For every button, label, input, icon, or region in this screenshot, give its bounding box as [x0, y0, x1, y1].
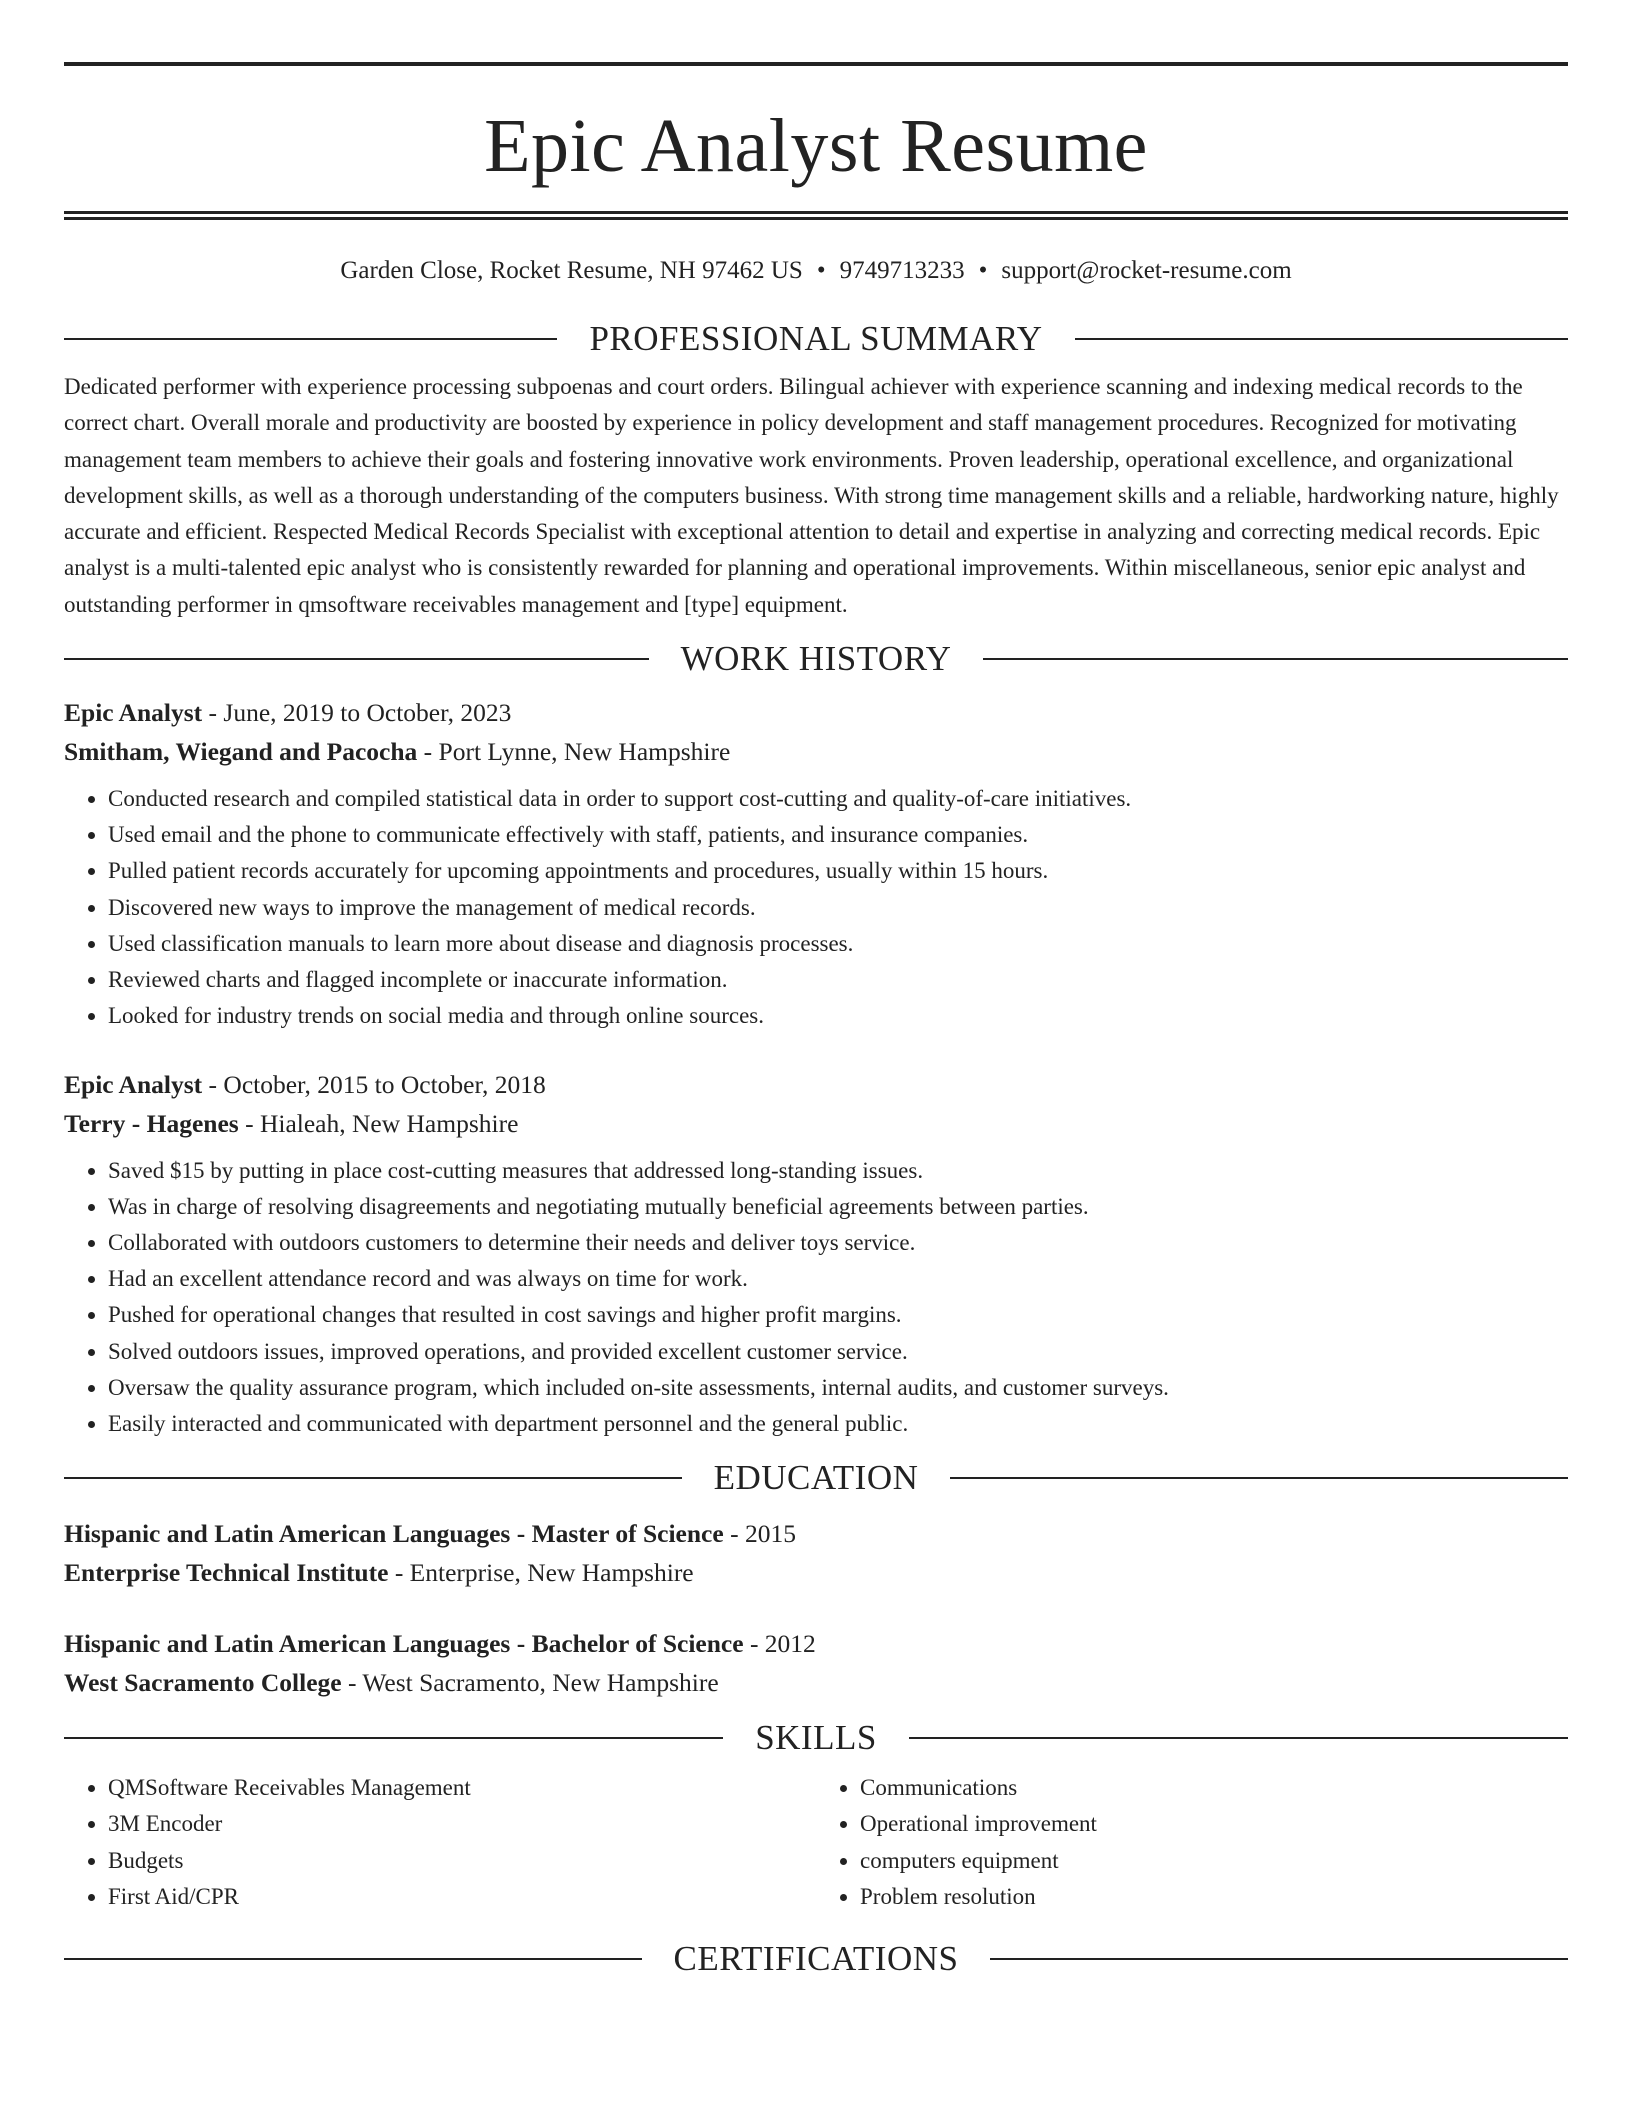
- education-section-header: [64, 1456, 1568, 1500]
- degree-line: [64, 1514, 1568, 1553]
- degree-name: Hispanic and Latin American Languages - Bachelor of Science: [64, 1629, 744, 1659]
- school-name: Enterprise Technical Institute: [64, 1558, 389, 1588]
- job-entry: [64, 1065, 1568, 1443]
- section-rule-left: [64, 658, 649, 660]
- section-rule-right: [950, 1477, 1568, 1479]
- job-company: Terry - Hagenes: [64, 1108, 239, 1138]
- skills-section-header: [64, 1716, 1568, 1760]
- education-entry: [64, 1624, 1568, 1702]
- list-item: • Conducted research and compiled statistical data in order to support cost-cutting and quality-of-care initiatives.: [108, 781, 1568, 817]
- degree-year: - 2012: [743, 1629, 816, 1659]
- list-item: • Pushed for operational changes that resulted in cost savings and higher profit margins.: [108, 1297, 1568, 1333]
- job-bullets: [64, 1153, 1568, 1443]
- job-title: Epic Analyst: [64, 698, 203, 728]
- job-company-line: [64, 732, 1568, 771]
- resume-title: Epic Analyst Resume: [484, 104, 1148, 188]
- work-section-header: [64, 637, 1568, 681]
- list-item: • Problem resolution: [860, 1879, 1568, 1915]
- list-item: • Solved outdoors issues, improved operations, and provided excellent customer service.: [108, 1334, 1568, 1370]
- degree-line: [64, 1624, 1568, 1663]
- contact-address: Garden Close, Rocket Resume, NH 97462 US: [340, 257, 803, 284]
- contact-line: [64, 256, 1568, 286]
- school-line: [64, 1663, 1568, 1702]
- list-item: • Discovered new ways to improve the management of medical records.: [108, 890, 1568, 926]
- section-rule-left: [64, 1477, 682, 1479]
- section-rule-left: [64, 1737, 723, 1739]
- section-rule-right: [909, 1737, 1568, 1739]
- job-title: Epic Analyst: [64, 1069, 203, 1099]
- job-title-line: [64, 1065, 1568, 1104]
- list-item: • First Aid/CPR: [108, 1879, 816, 1915]
- job-title-line: [64, 693, 1568, 732]
- list-item: • Oversaw the quality assurance program, which included on-site assessments, internal audits, and customer surveys.: [108, 1370, 1568, 1406]
- job-company: Smitham, Wiegand and Pacocha: [64, 737, 418, 767]
- section-rule-right: [1075, 338, 1568, 340]
- list-item: • Used email and the phone to communicate effectively with staff, patients, and insurance companies.: [108, 817, 1568, 853]
- list-item: • computers equipment: [860, 1843, 1568, 1879]
- title-double-rule: [64, 211, 1568, 220]
- skills-list-right: [816, 1770, 1568, 1915]
- top-rule: [64, 62, 1568, 66]
- contact-separator: •: [816, 257, 826, 284]
- list-item: • Used classification manuals to learn more about disease and diagnosis processes.: [108, 926, 1568, 962]
- degree-name: Hispanic and Latin American Languages - Master of Science: [64, 1519, 724, 1549]
- list-item: • Operational improvement: [860, 1806, 1568, 1842]
- job-entry: [64, 693, 1568, 1034]
- list-item: • Reviewed charts and flagged incomplete or inaccurate information.: [108, 962, 1568, 998]
- list-item: • QMSoftware Receivables Management: [108, 1770, 816, 1806]
- section-rule-right: [983, 658, 1568, 660]
- contact-email[interactable]: support@rocket-resume.com: [1001, 257, 1292, 284]
- contact-separator: •: [978, 257, 988, 284]
- summary-heading: PROFESSIONAL SUMMARY: [589, 319, 1043, 358]
- certifications-section-header: [64, 1937, 1568, 1981]
- skills-heading: SKILLS: [755, 1718, 877, 1758]
- summary-section-header: [64, 317, 1568, 361]
- job-location: - Port Lynne, New Hampshire: [417, 737, 731, 767]
- list-item: • Pulled patient records accurately for upcoming appointments and procedures, usually within 15 hours.: [108, 853, 1568, 889]
- school-location: - West Sacramento, New Hampshire: [341, 1668, 719, 1698]
- list-item: • Looked for industry trends on social media and through online sources.: [108, 998, 1568, 1034]
- job-dates: - October, 2015 to October, 2018: [202, 1069, 546, 1099]
- education-entry: [64, 1514, 1568, 1592]
- degree-year: - 2015: [723, 1519, 796, 1549]
- skills-columns: [64, 1770, 1568, 1915]
- list-item: • Was in charge of resolving disagreements and negotiating mutually beneficial agreements between parties.: [108, 1189, 1568, 1225]
- list-item: • Communications: [860, 1770, 1568, 1806]
- contact-phone[interactable]: 9749713233: [839, 257, 965, 284]
- work-heading: WORK HISTORY: [680, 639, 952, 679]
- list-item: • Had an excellent attendance record and was always on time for work.: [108, 1261, 1568, 1297]
- school-location: - Enterprise, New Hampshire: [388, 1558, 694, 1588]
- section-rule-right: [990, 1958, 1568, 1960]
- section-rule-left: [64, 1958, 642, 1960]
- list-item: • Budgets: [108, 1843, 816, 1879]
- certifications-heading: CERTIFICATIONS: [673, 1938, 959, 1978]
- job-company-line: [64, 1104, 1568, 1143]
- list-item: • Collaborated with outdoors customers to determine their needs and deliver toys service.: [108, 1225, 1568, 1261]
- list-item: • 3M Encoder: [108, 1806, 816, 1842]
- job-bullets: [64, 781, 1568, 1034]
- job-dates: - June, 2019 to October, 2023: [202, 698, 512, 728]
- list-item: • Saved $15 by putting in place cost-cutting measures that addressed long-standing issues.: [108, 1153, 1568, 1189]
- job-location: - Hialeah, New Hampshire: [238, 1108, 519, 1138]
- skills-list-left: [64, 1770, 816, 1915]
- list-item: • Easily interacted and communicated with department personnel and the general public.: [108, 1406, 1568, 1442]
- education-heading: EDUCATION: [713, 1458, 919, 1498]
- summary-text: Dedicated performer with experience processing subpoenas and court orders. Bilingual achiever with experience scanning and indexing medical records to the correct chart. Overall morale and productivity are boosted by experience in policy development and staff management procedures. Recognized for motivating management team members to achieve their goals and fostering innovative work environments. Proven leadership, operational excellence, and organizational development skills, as well as a thorough understanding of the computers business. With strong time management skills and a reliable, hardworking nature, highly accurate and efficient. Respected Medical Records Specialist with exceptional attention to detail and expertise in analyzing and correcting medical records. Epic analyst is a multi-talented epic analyst who is consistently rewarded for planning and operational improvements. Within miscellaneous, senior epic analyst and outstanding performer in qmsoftware receivables management and [type] equipment.: [64, 374, 1559, 617]
- school-line: [64, 1553, 1568, 1592]
- section-rule-left: [64, 338, 557, 340]
- school-name: West Sacramento College: [64, 1668, 342, 1698]
- resume-page: [64, 0, 1568, 1981]
